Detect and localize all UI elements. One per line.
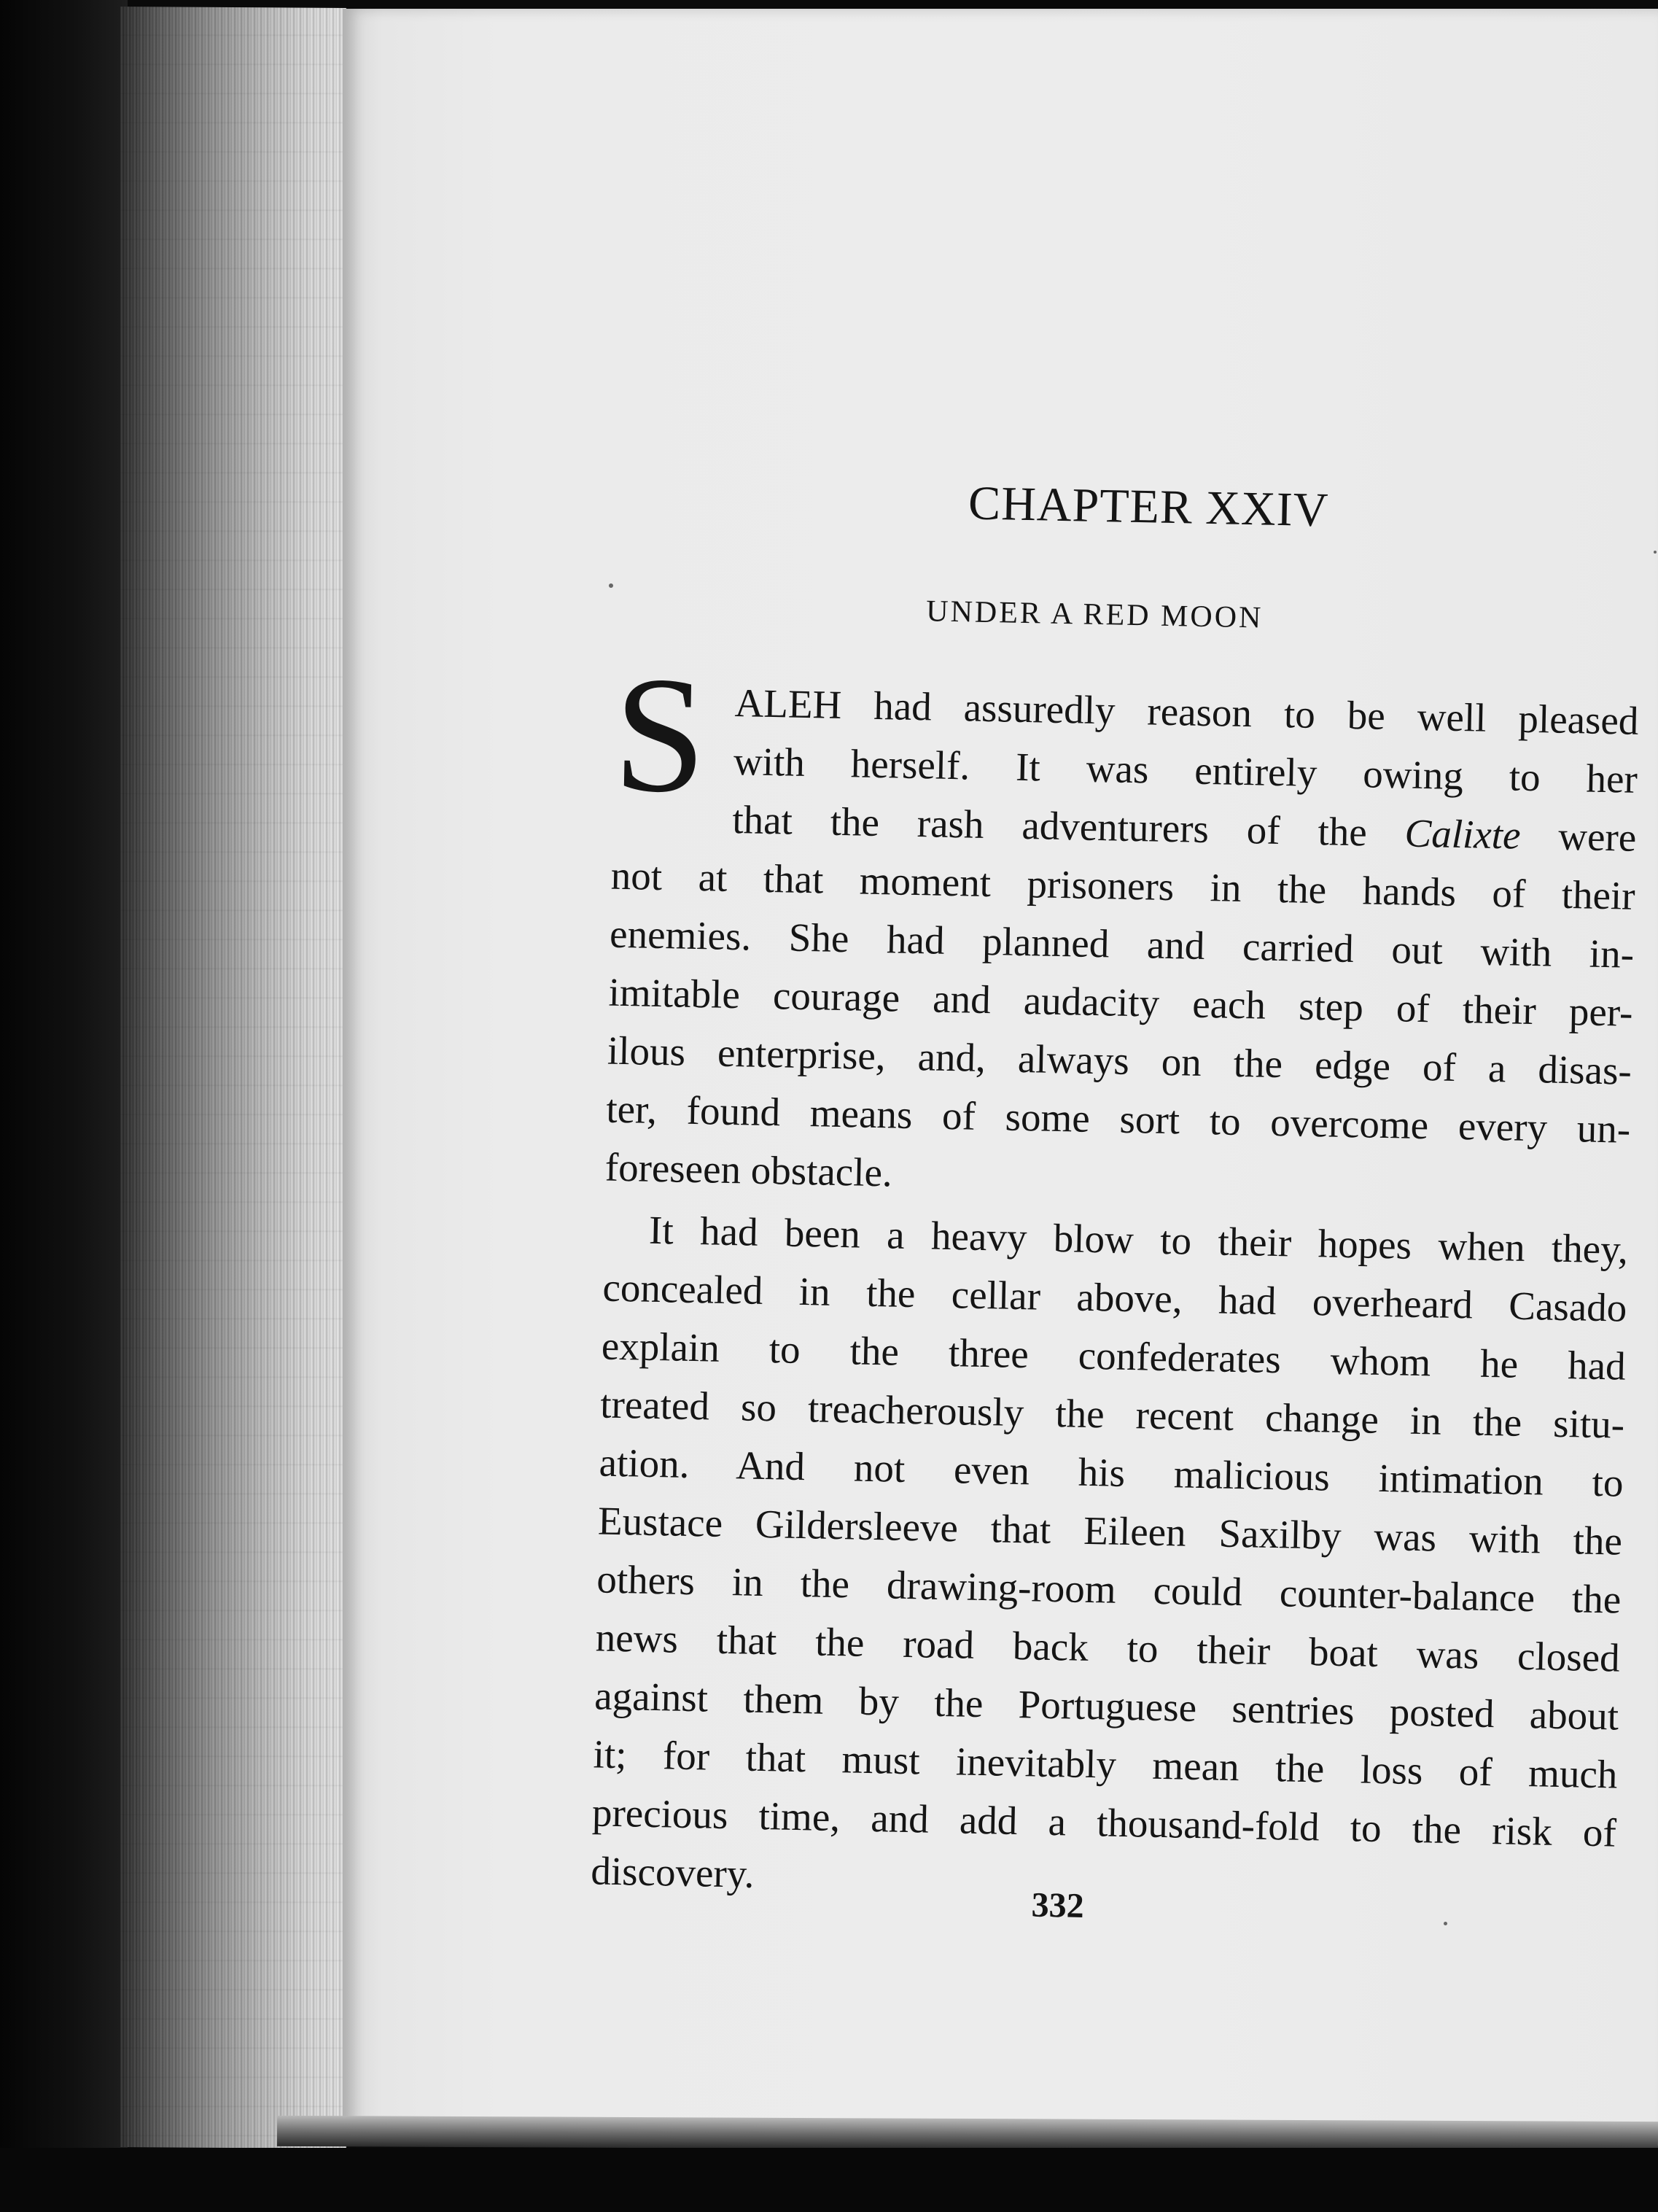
text-line: ation. And not even his malicious intimation to [599, 1440, 1624, 1505]
text-line: enemies. She had planned and carried out with in- [609, 911, 1635, 977]
text-line: not at that moment prisoners in the hands of their [610, 853, 1636, 918]
text-line: with herself. It was entirely owing to her [733, 738, 1638, 802]
text-line: foreseen obstacle. [604, 1144, 893, 1195]
text-line: concealed in the cellar above, had overheard Casado [602, 1265, 1627, 1330]
text-line: ter, found means of some sort to overcome every un- [605, 1086, 1631, 1152]
chapter-subtitle: UNDER A RED MOON [925, 594, 1264, 635]
text-line: It had been a heavy blow to their hopes when they, [648, 1207, 1629, 1272]
chapter-title: CHAPTER XXIV [968, 476, 1330, 538]
text-line: against them by the Portuguese sentries posted about [593, 1673, 1619, 1739]
text-line: news that the road back to their boat was closed [595, 1615, 1621, 1680]
text-line: precious time, and add a thousand-fold to the risk of [591, 1790, 1617, 1855]
text-line: treated so treacherously the recent change in the situ- [599, 1381, 1625, 1447]
text-line: explain to the three confederates whom he had [601, 1323, 1627, 1389]
text-line: Eustace Gildersleeve that Eileen Saxilby was with the [597, 1498, 1623, 1564]
text-line-with-italic: that the rash adventurers of the Calixte were [731, 796, 1637, 860]
text-line: others in the drawing-room could counter-balance the [596, 1556, 1622, 1622]
drop-cap: S [612, 642, 709, 828]
text-line: it; for that must inevitably mean the loss of much [593, 1731, 1619, 1797]
text-line: ALEH had assuredly reason to be well pleased [734, 680, 1640, 743]
text-line: ilous enterprise, and, always on the edge of a disas- [607, 1028, 1632, 1093]
text-line: discovery. [590, 1848, 755, 1896]
page-number: 332 [1031, 1885, 1085, 1925]
ship-name-italic: Calixte [1404, 810, 1522, 858]
text-line: imitable courage and audacity each step of their per- [608, 969, 1634, 1035]
